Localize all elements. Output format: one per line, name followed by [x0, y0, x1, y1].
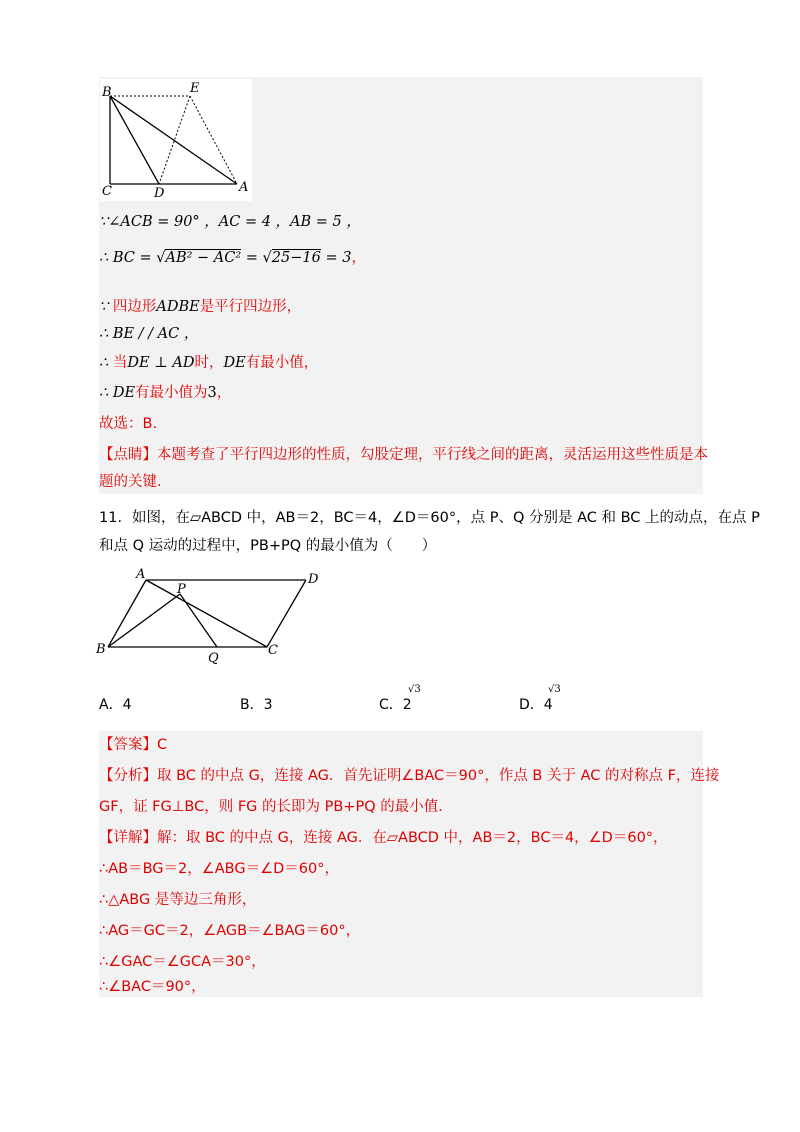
label-p: P [177, 582, 186, 597]
option-b: B．3 [240, 697, 273, 713]
label-q: Q [208, 651, 219, 666]
comment-line-2: 题的关键. [99, 474, 162, 490]
label-b: B [102, 85, 112, 100]
answer-line: 【答案】C [99, 737, 168, 753]
label-d: D [308, 572, 319, 587]
label-c: C [268, 643, 278, 658]
figure-rectangle-bcda [100, 79, 252, 201]
detail-line-2: ∴AB＝BG＝2，∠ABG＝∠D＝60°， [99, 861, 339, 877]
solution-line-5: ∴ 当DE ⊥ AD时，DE有最小值， [99, 355, 319, 371]
option-a: A．4 [99, 697, 132, 713]
label-c: C [102, 184, 112, 199]
figure-parallelogram-abcd [92, 566, 332, 666]
analysis-line-2: GF，证 FG⊥BC，则 FG 的长即为 PB+PQ 的最小值． [99, 799, 453, 815]
label-d: D [154, 186, 165, 201]
option-d: D．4 [519, 697, 553, 713]
detail-line-5: ∴∠GAC＝∠GCA＝30°， [99, 954, 266, 970]
solution-line-6: ∴ DE有最小值为3， [99, 385, 232, 401]
solution-line-4: ∴ BE / / AC ， [99, 326, 199, 342]
option-d-sqrt: √3 [548, 684, 561, 695]
option-c: C．2 [379, 697, 412, 713]
comment-line-1: 【点睛】本题考查了平行四边形的性质，勾股定理，平行线之间的距离，灵活运用这些性质是本 [99, 447, 708, 463]
solution-line-3: ∵ 四边形ADBE是平行四边形， [99, 299, 302, 315]
label-a: A [239, 180, 249, 195]
solution-line-1: ∵∠ACB = 90° ，AC = 4 ，AB = 5 ， [99, 214, 361, 230]
question-11-line-1: 11．如图，在▱ABCD 中，AB＝2，BC＝4，∠D＝60°，点 P、Q 分别是 AC 和 BC 上的动点，在点 P [99, 510, 760, 526]
solution-choice: 故选：B. [99, 416, 158, 432]
label-a: A [136, 567, 146, 582]
detail-line-4: ∴AG＝GC＝2，∠AGB＝∠BAG＝60°， [99, 923, 361, 939]
detail-line-1: 【详解】解：取 BC 的中点 G，连接 AG．在▱ABCD 中，AB＝2，BC＝4，∠D＝60°， [99, 830, 668, 846]
solution-line-2: ∴ BC = √AB² − AC² = √25−16 = 3， [99, 250, 366, 266]
question-11-line-2: 和点 Q 运动的过程中，PB+PQ 的最小值为（ ） [99, 538, 437, 554]
label-b: B [96, 642, 106, 657]
detail-line-3: ∴△ABG 是等边三角形， [99, 892, 257, 908]
analysis-line-1: 【分析】取 BC 的中点 G，连接 AG．首先证明∠BAC＝90°，作点 B 关于 AC 的对称点 F，连接 [99, 768, 720, 784]
label-e: E [190, 81, 200, 96]
detail-line-6: ∴∠BAC＝90°， [99, 979, 206, 995]
option-c-sqrt: √3 [408, 684, 421, 695]
